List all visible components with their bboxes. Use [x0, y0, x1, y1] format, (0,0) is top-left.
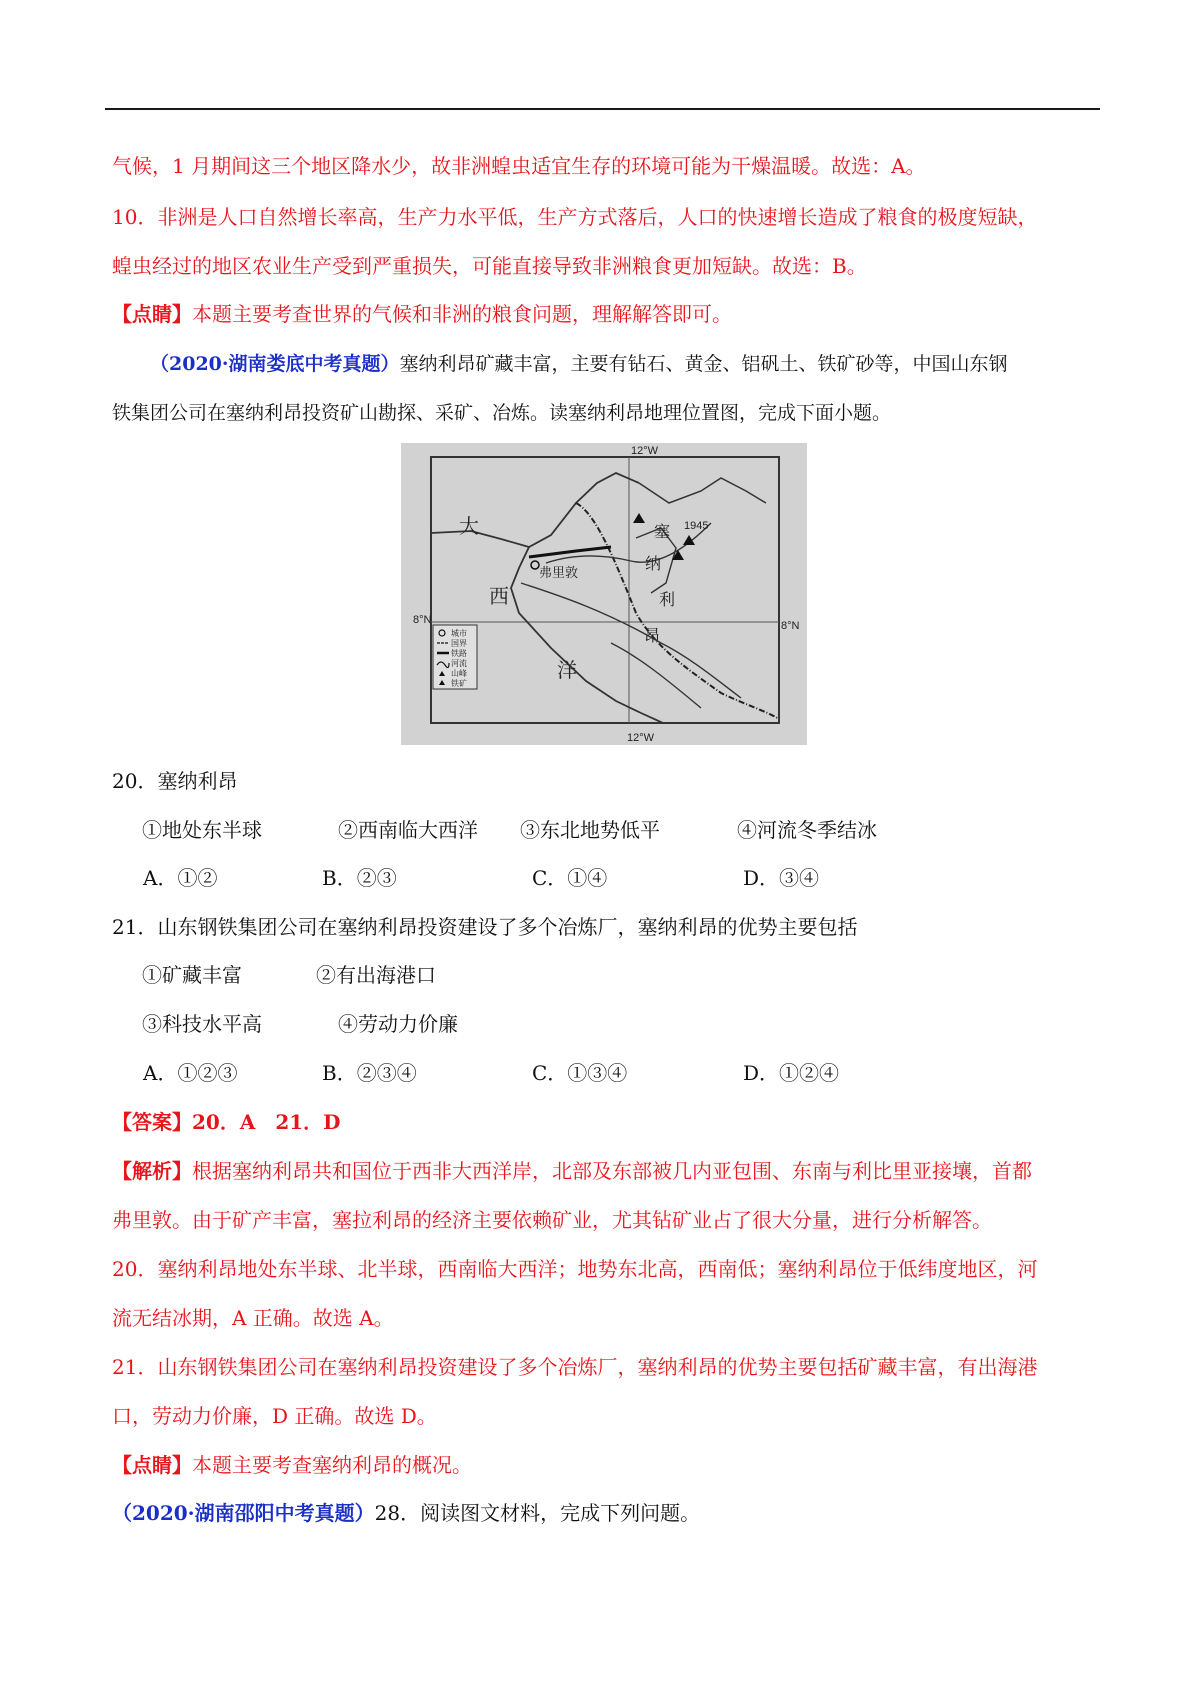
q21-statement: ②有出海港口	[316, 963, 436, 987]
q21-choice-d: D．①②④	[743, 1061, 840, 1085]
q20-choice-a: A．①②	[143, 866, 218, 890]
analysis-line: 口，劳动力价廉，D 正确。故选 D。	[112, 1404, 437, 1428]
capital-label: 弗里敦	[539, 566, 579, 581]
legend-label: 国界	[451, 639, 467, 648]
source-text: 28．阅读图文材料，完成下列问题。	[374, 1501, 701, 1525]
country-label: 利	[659, 590, 676, 609]
q20-choice-c: C．①④	[532, 866, 608, 890]
ocean-label: 大	[459, 514, 479, 538]
longitude-label-bottom: 12°W	[627, 732, 655, 744]
q21-choice-a: A．①②③	[143, 1061, 238, 1085]
legend-label: 山峰	[451, 669, 467, 678]
country-label: 昂	[644, 626, 661, 645]
latitude-label-right: 8°N	[781, 620, 800, 632]
q20-statement: ③东北地势低平	[520, 818, 660, 842]
comment-line	[112, 300, 732, 328]
legend-label: 城市	[451, 629, 467, 638]
comment-line	[112, 1451, 472, 1479]
q21-statement: ④劳动力价廉	[338, 1012, 458, 1036]
answer-tag: 【答案】	[112, 1110, 192, 1134]
explanation-line: 蝗虫经过的地区农业生产受到严重损失，可能直接导致非洲粮食更加短缺。故选：B。	[112, 254, 867, 278]
source-text: 塞纳利昂矿藏丰富，主要有钻石、黄金、铝矾土、铁矿砂等，中国山东钢	[399, 353, 1008, 375]
source-line	[150, 350, 1008, 378]
answer-line	[112, 1108, 341, 1136]
source-tag: （2020·湖南娄底中考真题）	[150, 353, 400, 375]
ocean-label: 洋	[557, 658, 577, 682]
legend-label: 铁矿	[451, 679, 467, 688]
ocean-label: 西	[489, 584, 509, 608]
q20-choice-d: D．③④	[743, 866, 820, 890]
analysis-tag: 【解析】	[112, 1159, 192, 1183]
comment-text: 本题主要考查塞纳利昂的概况。	[192, 1453, 472, 1477]
q21-choice-c: C．①③④	[532, 1061, 628, 1085]
country-label: 纳	[645, 554, 662, 573]
q21-statement: ①矿藏丰富	[142, 963, 242, 987]
source-line-2: 铁集团公司在塞纳利昂投资矿山勘探、采矿、冶炼。读塞纳利昂地理位置图，完成下面小题。	[112, 402, 892, 424]
explanation-line: 10．非洲是人口自然增长率高，生产力水平低，生产方式落后，人口的快速增长造成了粮食的极度短缺，	[112, 205, 1038, 229]
source-tag: （2020·湖南邵阳中考真题）	[112, 1501, 375, 1525]
peak-elevation-label: 1945	[684, 520, 709, 532]
analysis-line	[112, 1157, 1032, 1185]
comment-tag: 【点睛】	[112, 302, 192, 326]
question-20-stem: 20．塞纳利昂	[112, 769, 238, 793]
legend-label: 河流	[451, 659, 467, 668]
comment-tag: 【点睛】	[112, 1453, 192, 1477]
analysis-line: 弗里敦。由于矿产丰富，塞拉利昂的经济主要依赖矿业，尤其钻矿业占了很大分量，进行分析解答。	[112, 1208, 992, 1232]
comment-text: 本题主要考查世界的气候和非洲的粮食问题，理解解答即可。	[192, 302, 732, 326]
country-label: 塞	[654, 522, 671, 541]
analysis-line: 流无结冰期，A 正确。故选 A。	[112, 1306, 394, 1330]
map-background	[401, 443, 807, 745]
q20-statement: ②西南临大西洋	[338, 818, 478, 842]
latitude-label-left: 8°N	[413, 614, 432, 626]
legend-label: 铁路	[451, 649, 467, 658]
analysis-line: 21．山东钢铁集团公司在塞纳利昂投资建设了多个冶炼厂，塞纳利昂的优势主要包括矿藏丰富，有出海港	[112, 1355, 1038, 1379]
explanation-line: 气候，1 月期间这三个地区降水少，故非洲蝗虫适宜生存的环境可能为干燥温暖。故选：A。	[112, 154, 926, 178]
source-line	[112, 1499, 700, 1527]
header-rule	[105, 108, 1100, 110]
analysis-text: 根据塞纳利昂共和国位于西非大西洋岸，北部及东部被几内亚包围、东南与利比里亚接壤，首都	[192, 1159, 1032, 1183]
q21-statement: ③科技水平高	[142, 1012, 262, 1036]
longitude-label-top: 12°W	[631, 445, 659, 457]
question-21-stem: 21．山东钢铁集团公司在塞纳利昂投资建设了多个冶炼厂，塞纳利昂的优势主要包括	[112, 915, 858, 939]
answer-text: 20．A 21．D	[192, 1110, 341, 1134]
q20-statement: ①地处东半球	[142, 818, 262, 842]
q20-choice-b: B．②③	[322, 866, 397, 890]
analysis-line: 20．塞纳利昂地处东半球、北半球，西南临大西洋；地势东北高，西南低；塞纳利昂位于低纬度地区，河	[112, 1257, 1038, 1281]
q21-choice-b: B．②③④	[322, 1061, 417, 1085]
sierra-leone-map	[401, 443, 807, 745]
q20-statement: ④河流冬季结冰	[737, 818, 877, 842]
